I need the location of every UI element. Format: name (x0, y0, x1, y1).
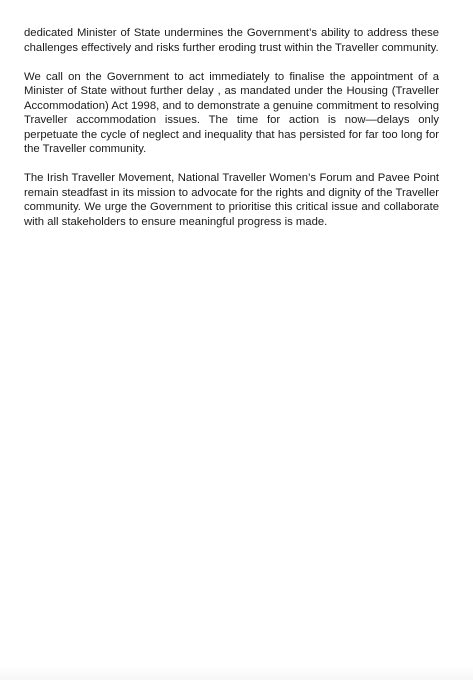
paragraph-3: The Irish Traveller Movement, National Traveller Women’s Forum and Pavee Point remain steadfast in its mission to advocate for the rights and dignity of the Traveller community. We urge the Government to prioritise this critical issue and collaborate with all stakeholders to ensure meaningful progress is made. (24, 172, 443, 228)
paragraph-2: We call on the Government to act immediately to finalise the appointment of a Minister of State without further delay , as mandated under the Housing (Traveller Accommodation) Act 1998, and to demonstrate a genuine commitment to resolving Traveller accommodation issues. The time for action is now—delays only perpetuate the cycle of neglect and inequality that has persisted for far too long for the Traveller community. (24, 70, 446, 155)
paragraph-1: dedicated Minister of State undermines the Government’s ability to address these challenges effectively and risks further eroding trust within the Traveller community. (24, 27, 443, 54)
document-body (24, 26, 446, 244)
page-bottom-edge (0, 666, 473, 680)
